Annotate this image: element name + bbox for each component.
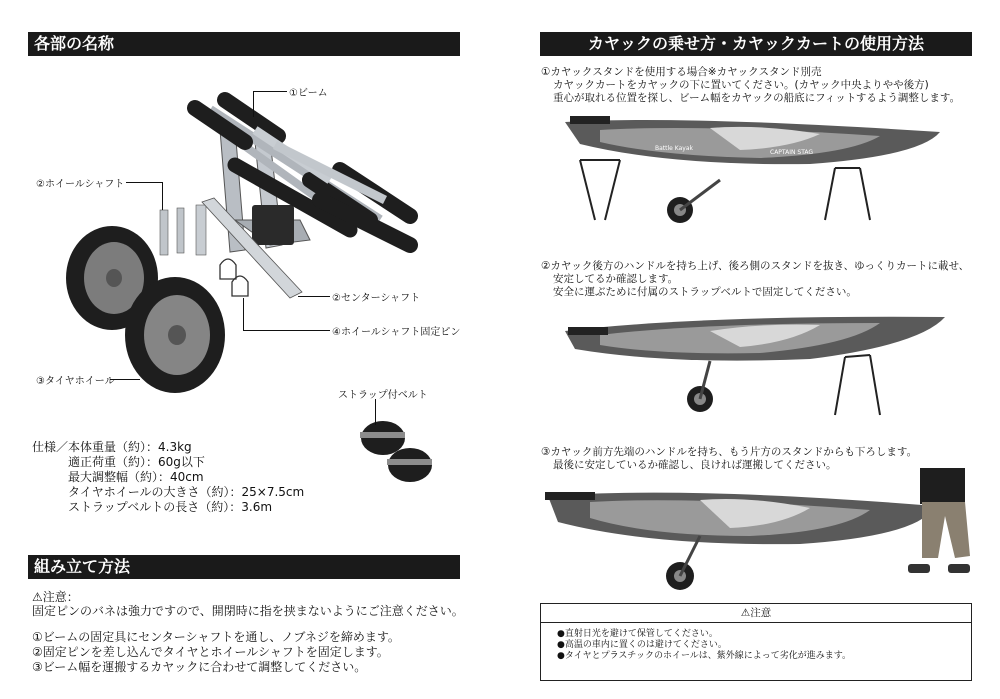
parts-heading: 各部の名称 <box>28 32 460 56</box>
cart-parts-illustration <box>20 70 470 490</box>
label-tire-wheel: ③タイヤホイール <box>36 376 115 387</box>
caution-note-box <box>540 603 972 681</box>
leader-pin-rise <box>243 298 244 330</box>
leader-beam-drop <box>253 91 254 117</box>
leader-tire-wheel <box>110 379 140 380</box>
caution-note-list <box>541 623 971 662</box>
spec-line: 適正荷重（約）：60g以下 <box>68 455 205 469</box>
spec-line: 最大調整幅（約）：40cm <box>68 470 204 484</box>
usage-heading: カヤックの乗せ方・カヤックカートの使用方法 <box>540 32 972 56</box>
label-beam: ①ビーム <box>289 88 328 99</box>
kayak-on-stands-image <box>560 110 950 230</box>
label-strap: ストラップ付ベルト <box>338 390 428 401</box>
caution-note-title: ⚠注意 <box>541 604 971 623</box>
leader-pin <box>243 330 330 331</box>
caution-note-item: ●タイヤとプラスチックのホイールは、紫外線によって劣化が進みます。 <box>557 651 852 661</box>
step3-line: 最後に安定しているか確認し、良ければ運搬してください。 <box>553 459 837 471</box>
label-center-shaft: ②センターシャフト <box>332 293 421 304</box>
step1-line: 重心が取れる位置を探し、ビーム幅をカヤックの船底にフィットするよう調整します。 <box>553 92 961 104</box>
assembly-heading: 組み立て方法 <box>28 555 460 579</box>
kayak-on-cart-image <box>560 305 950 420</box>
strap-belt-rolls <box>360 421 432 482</box>
label-pin: ④ホイールシャフト固定ピン <box>332 327 461 338</box>
fixing-pins <box>220 259 248 296</box>
leader-wheel-shaft-drop <box>162 182 163 210</box>
caution-note-item: ●直射日光を避けて保管してください。 <box>557 629 718 639</box>
assembly-step: ③ビーム幅を運搬するカヤックに合わせて調整してください。 <box>32 660 367 674</box>
spec-prefix: 仕様／ <box>32 440 69 454</box>
step2-line: ②カヤック後方のハンドルを持ち上げ、後ろ側のスタンドを抜き、ゆっくりカートに載せ、 <box>541 260 970 272</box>
leader-wheel-shaft <box>126 182 162 183</box>
step2-line: 安定してるか確認します。 <box>553 273 679 285</box>
caution-title: ⚠注意： <box>32 590 79 604</box>
spec-line: ストラップベルトの長さ（約）：3.6m <box>68 500 273 514</box>
label-wheel-shaft: ②ホイールシャフト <box>36 179 125 190</box>
kayak-transport-image <box>540 466 980 596</box>
kayak-model-text: Battle Kayak <box>655 145 693 152</box>
assembly-step: ①ビームの固定具にセンターシャフトを通し、ノブネジを締めます。 <box>32 630 400 644</box>
spec-line: 本体重量（約）：4.3kg <box>68 440 192 454</box>
step2-line: 安全に運ぶために付属のストラップベルトで固定してください。 <box>553 286 857 298</box>
step1-line: ①カヤックスタンドを使用する場合※カヤックスタンド別売 <box>541 66 822 78</box>
step3-line: ③カヤック前方先端のハンドルを持ち、もう片方のスタンドからも下ろします。 <box>541 446 918 458</box>
tire-wheel-front <box>125 277 225 393</box>
wheel-shafts <box>160 205 206 255</box>
leader-center-shaft <box>298 296 330 297</box>
kayak-brand-text: CAPTAIN STAG <box>770 149 814 156</box>
step1-line: カヤックカートをカヤックの下に置いてください。(カヤック中央よりやや後方) <box>553 79 929 91</box>
assembly-step: ②固定ピンを差し込んでタイヤとホイールシャフトを固定します。 <box>32 645 389 659</box>
caution-note-item: ●高温の車内に置くのは避けてください。 <box>557 640 727 650</box>
leader-strap <box>375 399 376 425</box>
spec-line: タイヤホイールの大きさ（約）：25×7.5cm <box>68 485 305 499</box>
leader-beam <box>253 91 287 92</box>
caution-text: 固定ピンのバネは強力ですので、開閉時に指を挟まないようにご注意ください。 <box>32 604 464 618</box>
